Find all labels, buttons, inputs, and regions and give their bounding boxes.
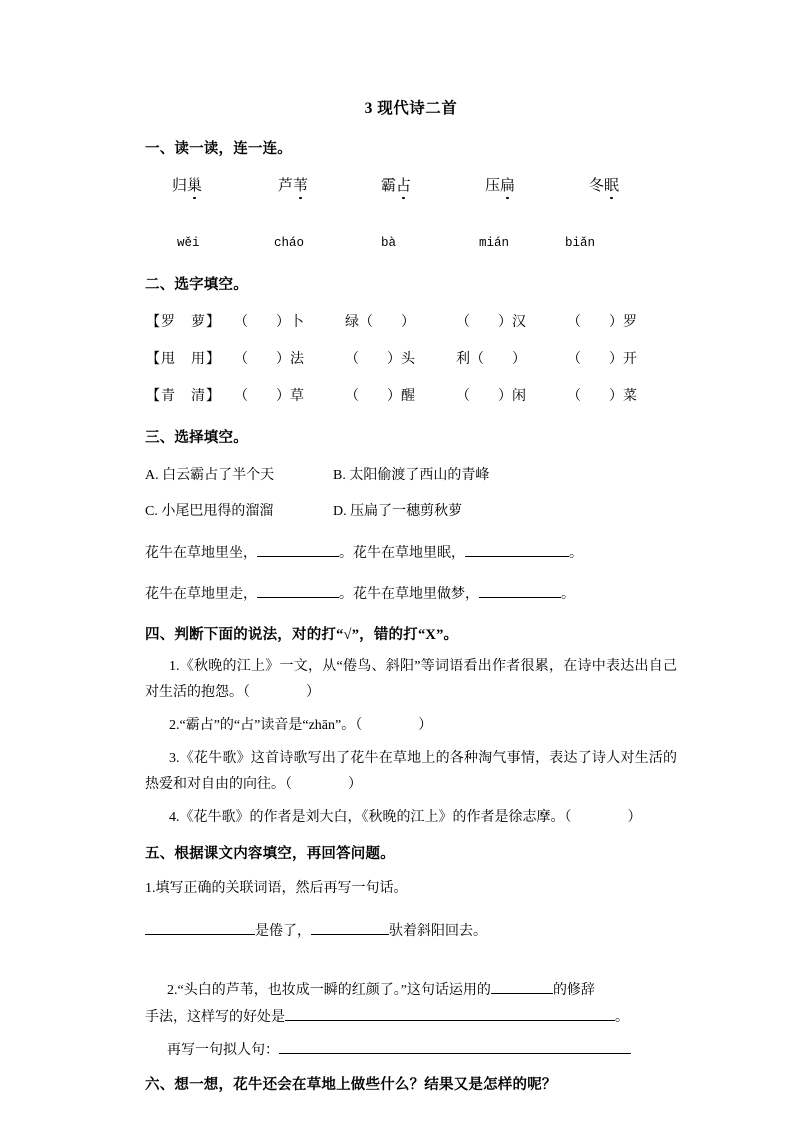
q1-tail-text: 驮着斜阳回去。 xyxy=(389,923,487,939)
answer-blank[interactable] xyxy=(257,583,339,598)
option-c[interactable]: C. 小尾巴甩得的溜溜 xyxy=(145,503,274,519)
section-five-q1-answer xyxy=(145,920,677,939)
word-char-emphasized: 巢 xyxy=(187,178,203,194)
answer-blank[interactable] xyxy=(479,583,561,598)
judgement-item[interactable]: 3.《花牛歌》这首诗歌写出了花牛在草地上的各种淘气事情，表达了诗人对生活的热爱和对自由的向往。（ ） xyxy=(145,751,677,792)
char-choice-bracket: 【甩 用】 xyxy=(146,352,221,367)
option-a[interactable]: A. 白云霸占了半个天 xyxy=(145,467,275,483)
sentence-text: 花牛在草地里走， xyxy=(145,586,257,602)
answer-blank-conjunction-1[interactable] xyxy=(145,920,255,935)
fill-blank-cell[interactable]: （ ）汉 xyxy=(456,315,526,330)
word-item-yabian[interactable] xyxy=(485,179,589,194)
char-choice-bracket: 【罗 萝】 xyxy=(146,315,221,330)
fill-blank-cell[interactable]: 利（ ） xyxy=(456,352,526,367)
answer-blank[interactable] xyxy=(257,542,339,557)
fill-blank-cell[interactable]: 绿（ ） xyxy=(345,315,415,330)
word-char-emphasized: 扁 xyxy=(500,178,516,194)
section-five-niren-line xyxy=(145,1039,677,1058)
page-title: 3 现代诗二首 xyxy=(364,100,458,117)
word-char: 芦 xyxy=(278,178,294,194)
section-two-heading: 二、选字填空。 xyxy=(145,276,248,293)
word-char-emphasized: 苇 xyxy=(293,178,309,194)
q2-period: 。 xyxy=(615,1009,629,1025)
section-one-word-row xyxy=(145,179,677,194)
fill-blank-cell[interactable]: （ ）法 xyxy=(234,352,304,367)
section-four-heading: 四、判断下面的说法，对的打“√”，错的打“X”。 xyxy=(145,626,459,643)
pinyin-item-wei[interactable]: wěi xyxy=(177,236,200,250)
pinyin-item-ba[interactable]: bà xyxy=(381,236,397,250)
fill-blank-cell[interactable]: （ ）罗 xyxy=(567,315,637,330)
word-item-luwei[interactable] xyxy=(278,179,381,194)
word-char-emphasized: 眠 xyxy=(604,178,620,194)
fill-sentence-row xyxy=(145,542,677,561)
judgement-item[interactable]: 1.《秋晚的江上》一文，从“倦鸟、斜阳”等词语看出作者很累，在诗中表达出自己对生活的抱怨。（ ） xyxy=(145,659,677,700)
word-item-guichao[interactable] xyxy=(172,179,278,194)
worksheet-content xyxy=(145,0,677,1122)
option-row xyxy=(145,469,677,483)
pinyin-item-chao[interactable]: cháo xyxy=(274,236,305,250)
answer-blank-rhetoric[interactable] xyxy=(491,979,553,994)
fill-blank-cell[interactable]: （ ）闲 xyxy=(456,389,526,404)
section-five-heading: 五、根据课文内容填空，再回答问题。 xyxy=(145,846,395,862)
sentence-period: 。 xyxy=(561,586,575,602)
sentence-text: 花牛在草地里坐， xyxy=(145,545,257,561)
fill-blank-cell[interactable]: （ ）头 xyxy=(345,352,415,367)
judgement-item[interactable]: 2.“霸占”的“占”读音是“zhān”。（ ） xyxy=(169,718,433,733)
fill-blank-cell[interactable]: （ ）草 xyxy=(234,389,304,404)
answer-blank-benefit[interactable] xyxy=(285,1006,615,1021)
judgement-item[interactable]: 4.《花牛歌》的作者是刘大白，《秋晚的江上》的作者是徐志摩。（ ） xyxy=(169,810,642,825)
option-row xyxy=(145,505,677,519)
q2-prompt-c: 手法，这样写的好处是 xyxy=(145,1009,285,1025)
section-six-heading: 六、想一想，花牛还会在草地上做些什么？结果又是怎样的呢？ xyxy=(145,1076,557,1093)
sentence-text: 花牛在草地里眠， xyxy=(353,545,465,561)
word-char: 归 xyxy=(172,178,188,194)
q1-mid-text: 是倦了， xyxy=(255,923,311,939)
word-char: 霸 xyxy=(381,178,397,194)
answer-blank-personification[interactable] xyxy=(279,1039,631,1054)
sentence-period: 。 xyxy=(569,545,583,561)
table-row xyxy=(145,316,677,330)
fill-blank-cell[interactable]: （ ）醒 xyxy=(345,389,415,404)
option-b[interactable]: B. 太阳偷渡了西山的青峰 xyxy=(333,467,490,483)
option-d[interactable]: D. 压扁了一穗剪秋萝 xyxy=(333,503,463,519)
niren-label: 再写一句拟人句： xyxy=(167,1042,279,1058)
section-one-heading: 一、读一读，连一连。 xyxy=(145,140,292,157)
pinyin-item-mian[interactable]: mián xyxy=(479,236,510,250)
answer-blank-conjunction-2[interactable] xyxy=(311,920,389,935)
fill-blank-cell[interactable]: （ ）卜 xyxy=(234,315,304,330)
word-char: 压 xyxy=(485,178,501,194)
sentence-text: 花牛在草地里做梦， xyxy=(353,586,479,602)
char-choice-bracket: 【青 清】 xyxy=(146,389,221,404)
sentence-period: 。 xyxy=(339,545,353,561)
pinyin-item-bian[interactable]: biǎn xyxy=(565,236,596,250)
q2-prompt-a: 2.“头白的芦苇，也妆成一瞬的红颜了。”这句话运用的 xyxy=(167,982,491,998)
word-char: 冬 xyxy=(589,178,605,194)
fill-sentence-row xyxy=(145,583,677,602)
section-five-q2-line2 xyxy=(145,1006,677,1025)
fill-blank-cell[interactable]: （ ）菜 xyxy=(567,389,637,404)
table-row xyxy=(145,390,677,404)
section-one-pinyin-row xyxy=(145,237,677,250)
word-item-bazhan[interactable] xyxy=(381,179,485,194)
sentence-period: 。 xyxy=(339,586,353,602)
answer-blank[interactable] xyxy=(465,542,569,557)
section-five-q2-line1 xyxy=(145,979,677,998)
table-row xyxy=(145,353,677,367)
q2-prompt-b: 的修辞 xyxy=(552,982,595,998)
word-char-emphasized: 占 xyxy=(396,178,412,194)
section-three-heading: 三、选择填空。 xyxy=(145,430,248,446)
section-five-q1-prompt: 1.填写正确的关联词语，然后再写一句话。 xyxy=(145,880,408,896)
word-item-dongmian[interactable] xyxy=(589,179,669,194)
fill-blank-cell[interactable]: （ ）开 xyxy=(567,352,637,367)
